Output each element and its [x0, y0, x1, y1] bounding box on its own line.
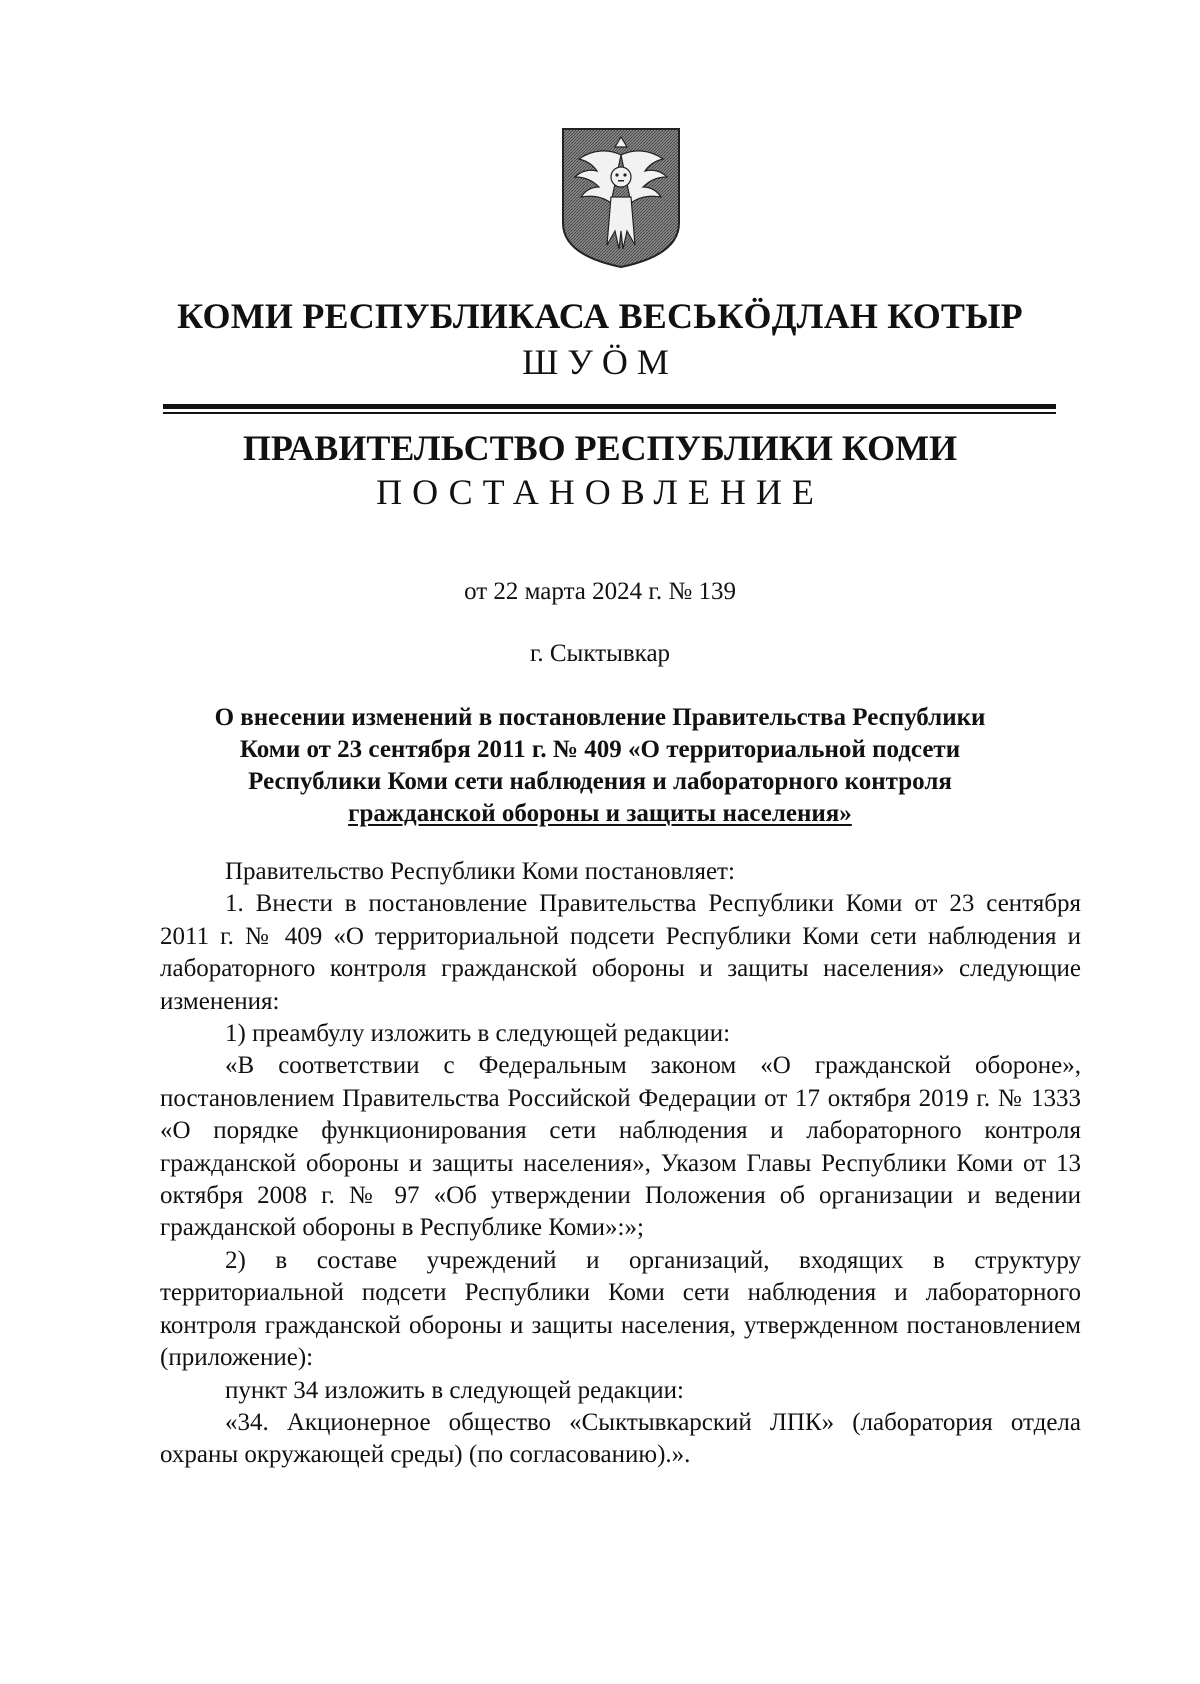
header-divider-thin	[163, 412, 1056, 414]
title-line: О внесении изменений в постановление Правительства Республики	[214, 704, 986, 731]
body-paragraph-subitem-2: 2) в составе учреждений и организаций, входящих в структуру территориальной подсети Республики Коми сети наблюдения и лабораторного контроля гражданской обороны и защиты населения, утвержденном постановлением (приложение):	[160, 1246, 1081, 1372]
org-name-russian: ПРАВИТЕЛЬСТВО РЕСПУБЛИКИ КОМИ	[242, 428, 958, 468]
body-paragraph-preamble-text: «В соответствии с Федеральным законом «О гражданской обороне», постановлением Правительства Российской Федерации от 17 октября 2019 г. № 1333 «О порядке функционирования сети наблюдения и лабораторного контроля гражданской обороны и защиты населения», Указом Главы Республики Коми от 13 октября 2008 г. № 97 «Об утверждении Положения об организации и ведении гражданской обороны в Республике Коми»:»;	[160, 1052, 1081, 1242]
header-divider-thick	[163, 404, 1056, 409]
body-paragraph-subitem-1: 1) преамбулу изложить в следующей редакции:	[225, 1020, 731, 1048]
document-body	[160, 856, 1081, 1472]
body-paragraph-point-34: пункт 34 изложить в следующей редакции:	[225, 1376, 684, 1404]
doc-type-russian: ПОСТАНОВЛЕНИЕ	[376, 472, 824, 512]
body-paragraph-item-1: 1. Внести в постановление Правительства Республики Коми от 23 сентября 2011 г. № 409 «О территориальной подсети Республики Коми сети наблюдения и лабораторного контроля гражданской обороны и защиты населения» следующие изменения:	[160, 890, 1081, 1015]
body-paragraph-intro: Правительство Республики Коми постановляет:	[225, 858, 735, 885]
title-line: Коми от 23 сентября 2011 г. № 409 «О территориальной подсети	[239, 736, 961, 763]
title-line-underlined: гражданской обороны и защиты населения»	[348, 800, 852, 827]
org-name-komi: КОМИ РЕСПУБЛИКАСА ВЕСЬКӦДЛАН КОТЫР	[177, 296, 1023, 336]
document-title	[160, 702, 1040, 830]
coat-of-arms-icon	[561, 127, 681, 269]
document-city: г. Сыктывкар	[529, 640, 671, 667]
doc-type-komi: ШУӦМ	[522, 342, 678, 382]
body-paragraph-point-34-text: «34. Акционерное общество «Сыктывкарский ЛПК» (лаборатория отдела охраны окружающей среды) (по согласованию).».	[160, 1408, 1081, 1469]
title-line: Республики Коми сети наблюдения и лабораторного контроля	[248, 768, 952, 795]
document-date-number: от 22 марта 2024 г. № 139	[464, 578, 736, 605]
